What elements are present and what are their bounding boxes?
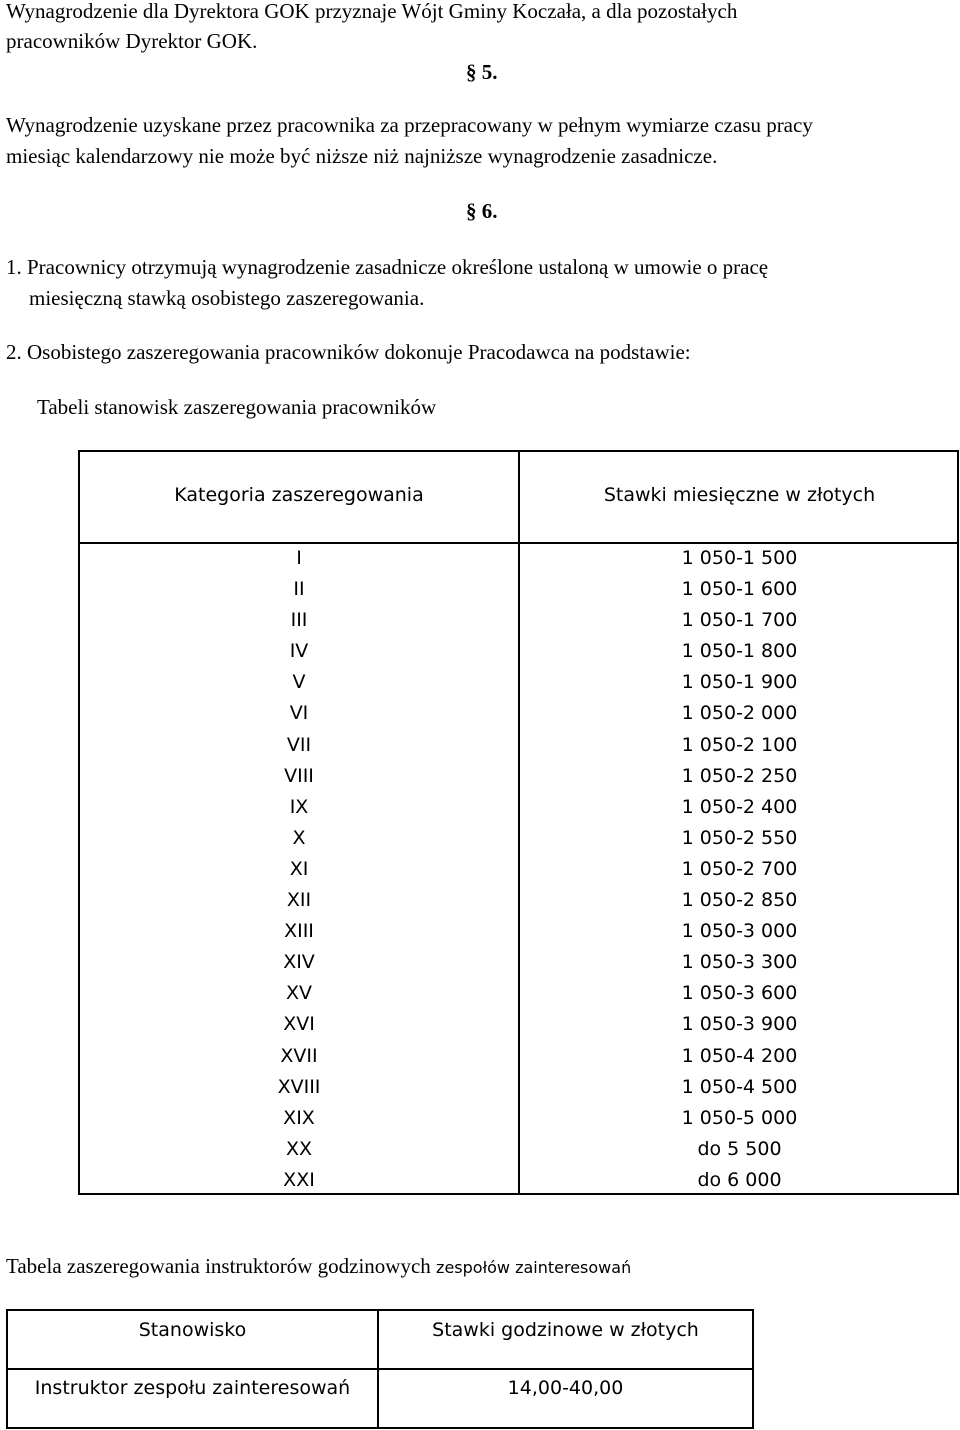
table-row bbox=[80, 1009, 957, 1040]
table-cell-category: XIX bbox=[283, 1106, 315, 1129]
table-cell-rate: 1 050-2 400 bbox=[681, 795, 798, 818]
table-cell-category: XX bbox=[285, 1137, 313, 1160]
table-row bbox=[80, 1041, 957, 1072]
table-cell-rate: 1 050-5 000 bbox=[681, 1106, 798, 1129]
table-cell-rate: 1 050-1 600 bbox=[681, 578, 798, 601]
table-cell-category: XXI bbox=[283, 1168, 315, 1191]
table-row bbox=[80, 947, 957, 978]
table-cell-rate: 1 050-2 250 bbox=[681, 764, 798, 787]
table-row bbox=[80, 1072, 957, 1103]
table-cell-rate: 1 050-3 600 bbox=[681, 982, 798, 1005]
table-cell-category: XIV bbox=[283, 951, 315, 974]
list-item-1-line-1: 1. Pracownicy otrzymują wynagrodzenie zasadnicze określone ustaloną w umowie o pracę bbox=[6, 255, 769, 279]
table-cell-category: XVII bbox=[280, 1044, 318, 1067]
table-cell-rate: 1 050-2 850 bbox=[681, 889, 798, 912]
salary-categories-table bbox=[78, 450, 959, 1195]
table-cell-rate: 1 050-3 300 bbox=[681, 951, 798, 974]
table-cell-rate: 1 050-2 100 bbox=[681, 733, 798, 756]
table-cell-category: V bbox=[292, 671, 306, 694]
table-row bbox=[80, 978, 957, 1009]
table-cell-category: IV bbox=[289, 640, 309, 663]
table-row bbox=[80, 730, 957, 761]
table-cell-rate: 1 050-4 500 bbox=[681, 1075, 798, 1098]
section-6-heading: § 6. bbox=[466, 199, 498, 223]
table-cell-category: XVI bbox=[283, 1013, 315, 1036]
table-cell-rate: 1 050-3 000 bbox=[681, 920, 798, 943]
table-2-title-small: zespołów zainteresowań bbox=[436, 1258, 632, 1277]
paragraph-1-line-2: pracowników Dyrektor GOK. bbox=[6, 29, 258, 53]
table-row bbox=[80, 1134, 957, 1165]
table-cell-rate: 1 050-1 800 bbox=[681, 640, 798, 663]
table-row bbox=[80, 574, 957, 605]
table-2-title-main: Tabela zaszeregowania instruktorów godzinowych bbox=[6, 1254, 431, 1278]
paragraph-2-line-1: Wynagrodzenie uzyskane przez pracownika za przepracowany w pełnym wymiarze czasu pracy bbox=[6, 113, 813, 137]
table-row bbox=[80, 636, 957, 667]
list-item-2: 2. Osobistego zaszeregowania pracowników dokonuje Pracodawca na podstawie: bbox=[6, 340, 691, 364]
table-row bbox=[80, 667, 957, 698]
table-cell-position: Instruktor zespołu zainteresowań bbox=[34, 1377, 351, 1399]
table-cell-rate: 1 050-1 900 bbox=[681, 671, 798, 694]
table-2-title bbox=[6, 1251, 631, 1283]
column-header-category: Kategoria zaszeregowania bbox=[174, 484, 424, 506]
table-cell-category: XIII bbox=[284, 920, 314, 943]
table-cell-rate: 1 050-2 000 bbox=[681, 702, 798, 725]
table-row bbox=[80, 792, 957, 823]
table-cell-rate: 1 050-2 550 bbox=[681, 826, 798, 849]
table-cell-rate: 1 050-2 700 bbox=[681, 857, 798, 880]
table-cell-rate: 1 050-1 700 bbox=[681, 609, 798, 632]
hourly-instructors-table bbox=[6, 1309, 754, 1429]
table-row bbox=[80, 761, 957, 792]
table-cell-category: III bbox=[290, 609, 308, 632]
table-cell-hourly-rate: 14,00-40,00 bbox=[507, 1377, 624, 1399]
paragraph-2-line-2: miesiąc kalendarzowy nie może być niższe niż najniższe wynagrodzenie zasadnicze. bbox=[6, 144, 718, 168]
table-cell-category: I bbox=[296, 547, 302, 569]
table-row bbox=[80, 1103, 957, 1134]
table-cell-category: VIII bbox=[284, 764, 314, 787]
table-row bbox=[80, 605, 957, 636]
table-row bbox=[80, 916, 957, 947]
table-cell-category: X bbox=[292, 826, 306, 849]
table-body bbox=[80, 543, 957, 1196]
column-header-position: Stanowisko bbox=[138, 1319, 247, 1341]
table-header-rule bbox=[8, 1368, 752, 1370]
table-row bbox=[80, 885, 957, 916]
table-row bbox=[80, 698, 957, 729]
table-cell-rate: 1 050-3 900 bbox=[681, 1013, 798, 1036]
table-row bbox=[80, 543, 957, 574]
table-cell-category: VI bbox=[289, 702, 309, 725]
table-1-title: Tabeli stanowisk zaszeregowania pracowników bbox=[37, 395, 437, 419]
table-cell-category: XI bbox=[289, 857, 309, 880]
table-cell-rate: do 6 000 bbox=[697, 1168, 782, 1191]
table-cell-category: IX bbox=[289, 795, 309, 818]
table-row bbox=[80, 823, 957, 854]
list-item-1-line-2: miesięczną stawką osobistego zaszeregowania. bbox=[29, 286, 425, 310]
paragraph-1-line-1: Wynagrodzenie dla Dyrektora GOK przyznaje Wójt Gminy Koczała, a dla pozostałych bbox=[6, 0, 738, 23]
table-cell-rate: 1 050-4 200 bbox=[681, 1044, 798, 1067]
column-header-hourly-rates: Stawki godzinowe w złotych bbox=[432, 1319, 699, 1341]
table-cell-rate: 1 050-1 500 bbox=[681, 547, 798, 569]
section-5-heading: § 5. bbox=[466, 60, 498, 84]
column-header-monthly-rates: Stawki miesięczne w złotych bbox=[603, 484, 876, 506]
table-cell-category: XV bbox=[285, 982, 312, 1005]
table-cell-category: II bbox=[293, 578, 305, 601]
table-cell-rate: do 5 500 bbox=[697, 1137, 782, 1160]
table-cell-category: XVIII bbox=[277, 1075, 321, 1098]
table-row bbox=[80, 1165, 957, 1196]
table-cell-category: VII bbox=[286, 733, 312, 756]
table-row bbox=[80, 854, 957, 885]
table-cell-category: XII bbox=[286, 889, 312, 912]
